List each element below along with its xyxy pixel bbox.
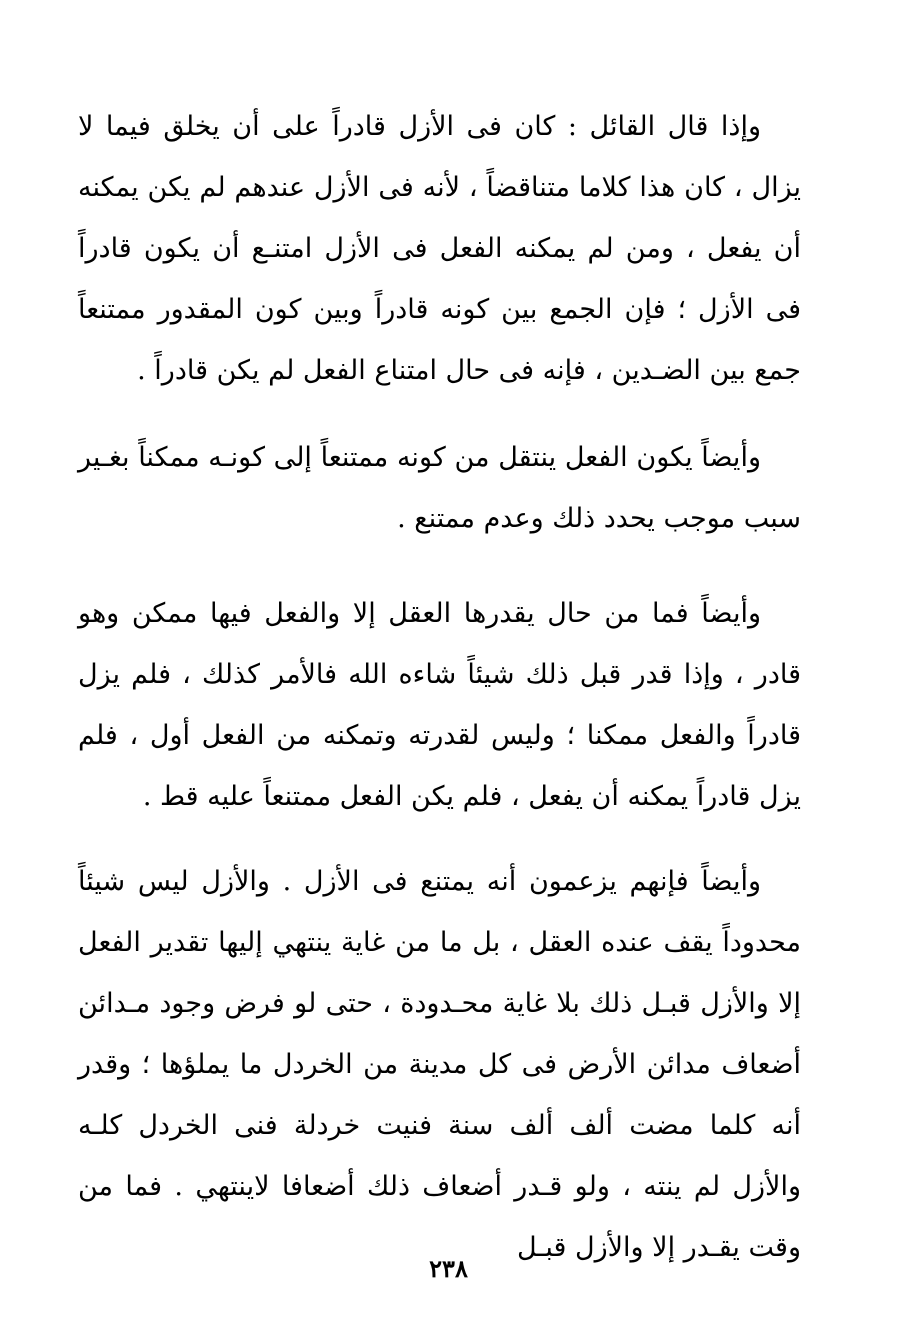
paragraph-4 (78, 851, 801, 1278)
paragraph-2 (78, 427, 801, 549)
paragraph-text: وأيضاً يكون الفعل ينتقل من كونه ممتنعاً إلى كونـه ممكناً بغـير سبب موجب يحدد ذلك وعدم ممتنع . (78, 442, 801, 534)
paragraph-text: وإذا قال القائل : كان فى الأزل قادراً على أن يخلق فيما لا يزال ، كان هذا كلاما متناقضاً ، لأنه فى الأزل عندهم لم يكن يمكنه أن يفعل ، ومن لم يمكنه الفعل فى الأزل امتنـع أن يكون قادراً فى الأزل ؛ فإن الجمع بين كونه قادراً وبين كون المقدور ممتنعاً جمع بين الضـدين ، فإنه فى حال امتناع الفعل لم يكن قادراً . (78, 111, 801, 386)
paragraph-1 (78, 96, 801, 401)
page-number: ٢٣٨ (429, 1254, 468, 1283)
paragraph-text: وأيضاً فما من حال يقدرها العقل إلا والفعل فيها ممكن وهو قادر ، وإذا قدر قبل ذلك شيئاً شاءه الله فالأمر كذلك ، فلم يزل قادراً والفعل ممكنا ؛ وليس لقدرته وتمكنه من الفعل أول ، فلم يزل قادراً يمكنه أن يفعل ، فلم يكن الفعل ممتنعاً عليه قط . (78, 598, 801, 812)
paragraph-text: وأيضاً فإنهم يزعمون أنه يمتنع فى الأزل . والأزل ليس شيئاً محدوداً يقف عنده العقل ، بل ما من غاية ينتهي إليها تقدير الفعل إلا والأزل قبـل ذلك بلا غاية محـدودة ، حتى لو فرض وجود مـدائن أضعاف مدائن الأرض فى كل مدينة من الخردل ما يملؤها ؛ وقدر أنه كلما مضت ألف ألف سنة فنيت خردلة فنى الخردل كلـه والأزل لم ينته ، ولو قـدر أضعاف ذلك أضعافا لاينتهي . فما من وقت يقـدر إلا والأزل قبـل (78, 866, 801, 1263)
paragraph-3 (78, 583, 801, 827)
